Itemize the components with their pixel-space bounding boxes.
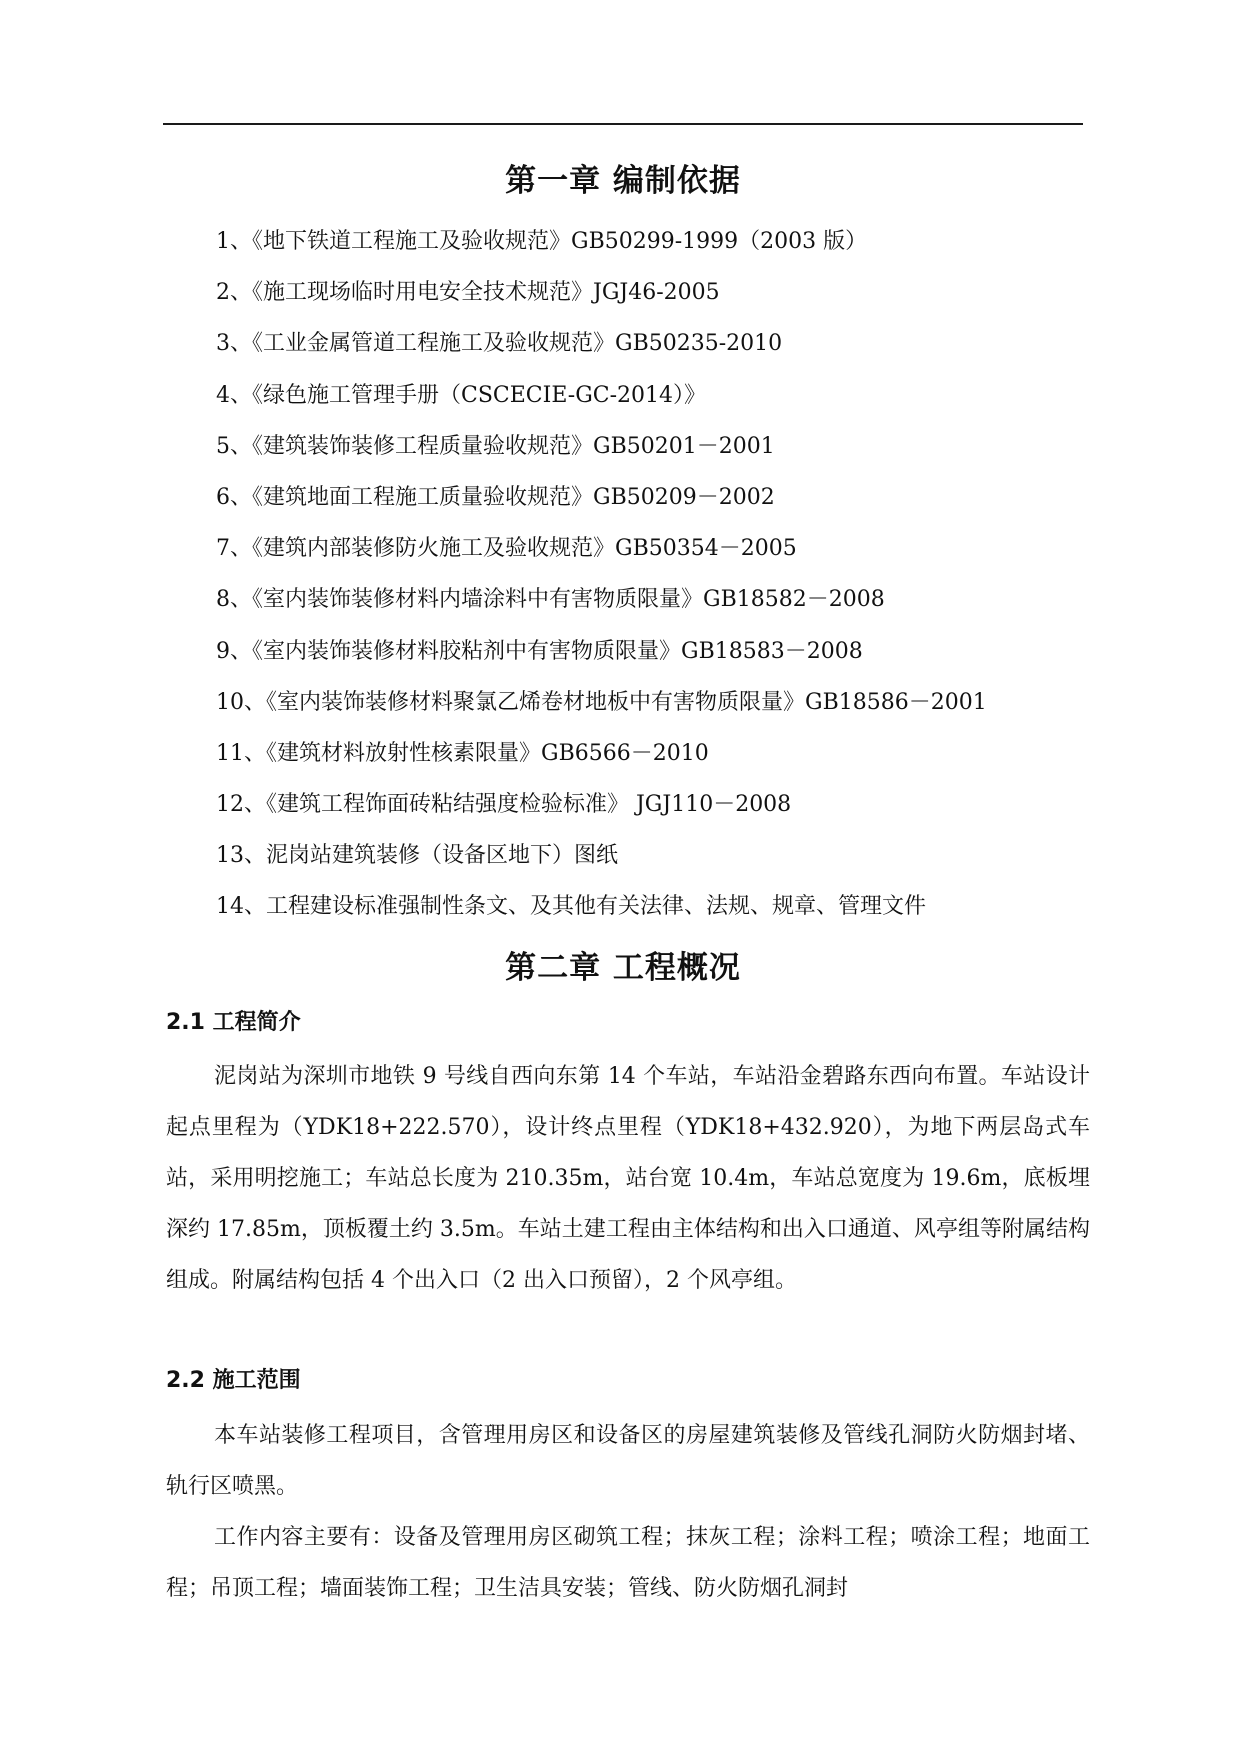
reference-item: 11、《建筑材料放射性核素限量》GB6566－2010 xyxy=(216,740,709,766)
scope-paragraph: 本车站装修工程项目，含管理用房区和设备区的房屋建筑装修及管线孔洞防火防烟封堵、轨行区喷黑。 xyxy=(166,1423,1090,1499)
work-content-paragraph: 工作内容主要有：设备及管理用房区砌筑工程；抹灰工程；涂料工程；喷涂工程；地面工程；吊顶工程；墙面装饰工程；卫生洁具安装；管线、防火防烟孔洞封 xyxy=(166,1525,1090,1601)
reference-item: 14、工程建设标准强制性条文、及其他有关法律、法规、规章、管理文件 xyxy=(216,894,926,920)
overview-paragraph: 泥岗站为深圳市地铁 9 号线自西向东第 14 个车站，车站沿金碧路东西向布置。车站设计起点里程为（YDK18+222.570），设计终点里程（YDK18+432.920），为地下两层岛式车站，采用明挖施工；车站总长度为 210.35m，站台宽 10.4m，车站总宽度为 19.6m，底板埋深约 17.85m，顶板覆土约 3.5m。车站土建工程由主体结构和出入口通道、风亭组等附属结构组成。附属结构包括 4 个出入口（2 出入口预留），2 个风亭组。 xyxy=(166,1064,1090,1293)
reference-item: 12、《建筑工程饰面砖粘结强度检验标准》 JGJ110－2008 xyxy=(216,792,792,818)
reference-list xyxy=(216,222,987,939)
chapter2-title: 第二章 工程概况 xyxy=(505,950,741,986)
reference-item: 6、《建筑地面工程施工质量验收规范》GB50209－2002 xyxy=(216,484,775,510)
reference-item: 5、《建筑装饰装修工程质量验收规范》GB50201－2001 xyxy=(216,433,775,459)
section-heading-scope: 2.2 施工范围 xyxy=(166,1368,301,1393)
reference-item: 7、《建筑内部装修防火施工及验收规范》GB50354－2005 xyxy=(216,536,797,562)
reference-item: 3、《工业金属管道工程施工及验收规范》GB50235-2010 xyxy=(216,331,783,357)
reference-item: 1、《地下铁道工程施工及验收规范》GB50299-1999（2003 版） xyxy=(216,229,868,254)
header-rule xyxy=(163,123,1083,125)
reference-item: 2、《施工现场临时用电安全技术规范》JGJ46-2005 xyxy=(216,280,720,306)
section-heading-overview: 2.1 工程简介 xyxy=(166,1010,301,1035)
reference-item: 9、《室内装饰装修材料胶粘剂中有害物质限量》GB18583－2008 xyxy=(216,638,863,664)
reference-item: 13、泥岗站建筑装修（设备区地下）图纸 xyxy=(216,843,618,869)
chapter1-title: 第一章 编制依据 xyxy=(505,163,741,199)
reference-item: 4、《绿色施工管理手册（CSCECIE-GC-2014）》 xyxy=(216,382,707,408)
reference-item: 10、《室内装饰装修材料聚氯乙烯卷材地板中有害物质限量》GB18586－2001 xyxy=(216,689,987,715)
reference-item: 8、《室内装饰装修材料内墙涂料中有害物质限量》GB18582－2008 xyxy=(216,587,885,613)
